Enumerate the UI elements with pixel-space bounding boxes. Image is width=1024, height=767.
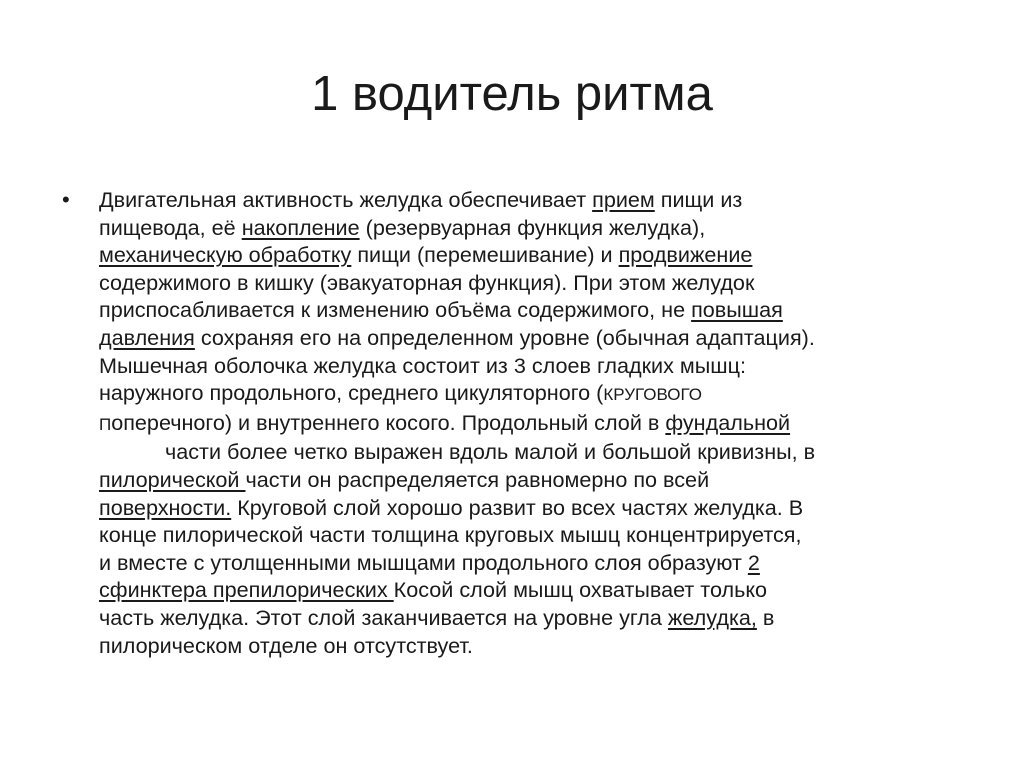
text-segment: содержимого в кишку (эвакуаторная функция). При этом желудок [99, 269, 755, 295]
underlined-term: желудка, [667, 604, 757, 630]
body-line [99, 324, 989, 352]
body-line [99, 576, 989, 604]
body-line [99, 521, 989, 549]
text-segment: Двигательная активность желудка обеспечивает [99, 187, 593, 212]
underlined-term: сфинктера препилорических [99, 577, 394, 603]
body-line [99, 214, 989, 242]
underlined-term: давления [99, 324, 195, 350]
body-line [99, 186, 989, 214]
body-line [99, 466, 989, 494]
text-segment: в [756, 604, 775, 630]
text-segment: сохраняя его на определенном уровне (обычная адаптация). [194, 324, 815, 350]
text-segment: части более четко выражен вдоль малой и большой кривизны, в [165, 439, 816, 465]
body-line [99, 352, 989, 380]
text-segment: Мышечная оболочка желудка состоит из 3 слоев гладких мышц: [99, 352, 746, 378]
text-segment: конце пилорической части толщина круговых мышц концентрируется, [99, 522, 802, 548]
body-line [99, 604, 989, 632]
underlined-term: продвижение [618, 242, 753, 268]
body-line [99, 409, 989, 439]
slide-title: 1 водитель ритма [311, 67, 713, 121]
underlined-term: 2 [747, 549, 760, 575]
text-segment: Круговой слой хорошо развит во всех частях желудка. В [231, 494, 804, 520]
text-segment: части он распределяется равномерно по всей [245, 466, 710, 492]
text-segment: Косой слой мышц охватывает только [393, 577, 768, 603]
bullet-marker: • [62, 187, 70, 212]
body-text [99, 186, 989, 659]
underlined-term: механическую обработку [99, 242, 352, 268]
text-segment: пищи из [654, 187, 743, 212]
text-segment: П [99, 414, 112, 434]
text-segment: пищи (перемешивание) и [351, 242, 619, 268]
underlined-term: поверхности. [99, 494, 232, 520]
body-line [99, 296, 989, 324]
body-line [99, 494, 989, 522]
underlined-term: прием [592, 187, 655, 212]
underlined-term: пилорической [99, 466, 246, 492]
body-line [99, 241, 989, 269]
text-segment: наружного продольного, среднего цикуляторного ( [99, 380, 604, 406]
body-line [99, 438, 989, 466]
body-line [99, 632, 989, 660]
text-segment: пилорическом отделе он отсутствует. [99, 632, 473, 658]
body-line [99, 379, 989, 409]
underlined-term: фундальной [665, 409, 791, 435]
text-segment: часть желудка. Этот слой заканчивается на уровне угла [99, 604, 668, 630]
text-segment: оперечного) и внутреннего косого. Продольный слой в [111, 409, 666, 435]
text-segment: и вместе с утолщенными мышцами продольного слоя образуют [99, 549, 748, 575]
text-segment: пищевода, её [99, 214, 242, 240]
text-segment: (резервуарная функция желудка), [359, 214, 706, 240]
text-segment: приспосабливается к изменению объёма содержимого, не [99, 297, 692, 323]
body-line [99, 549, 989, 577]
underlined-term: накопление [241, 214, 360, 240]
text-segment: КРУГОВОГО [603, 385, 702, 405]
underlined-term: повышая [691, 297, 783, 323]
body-line [99, 269, 989, 297]
